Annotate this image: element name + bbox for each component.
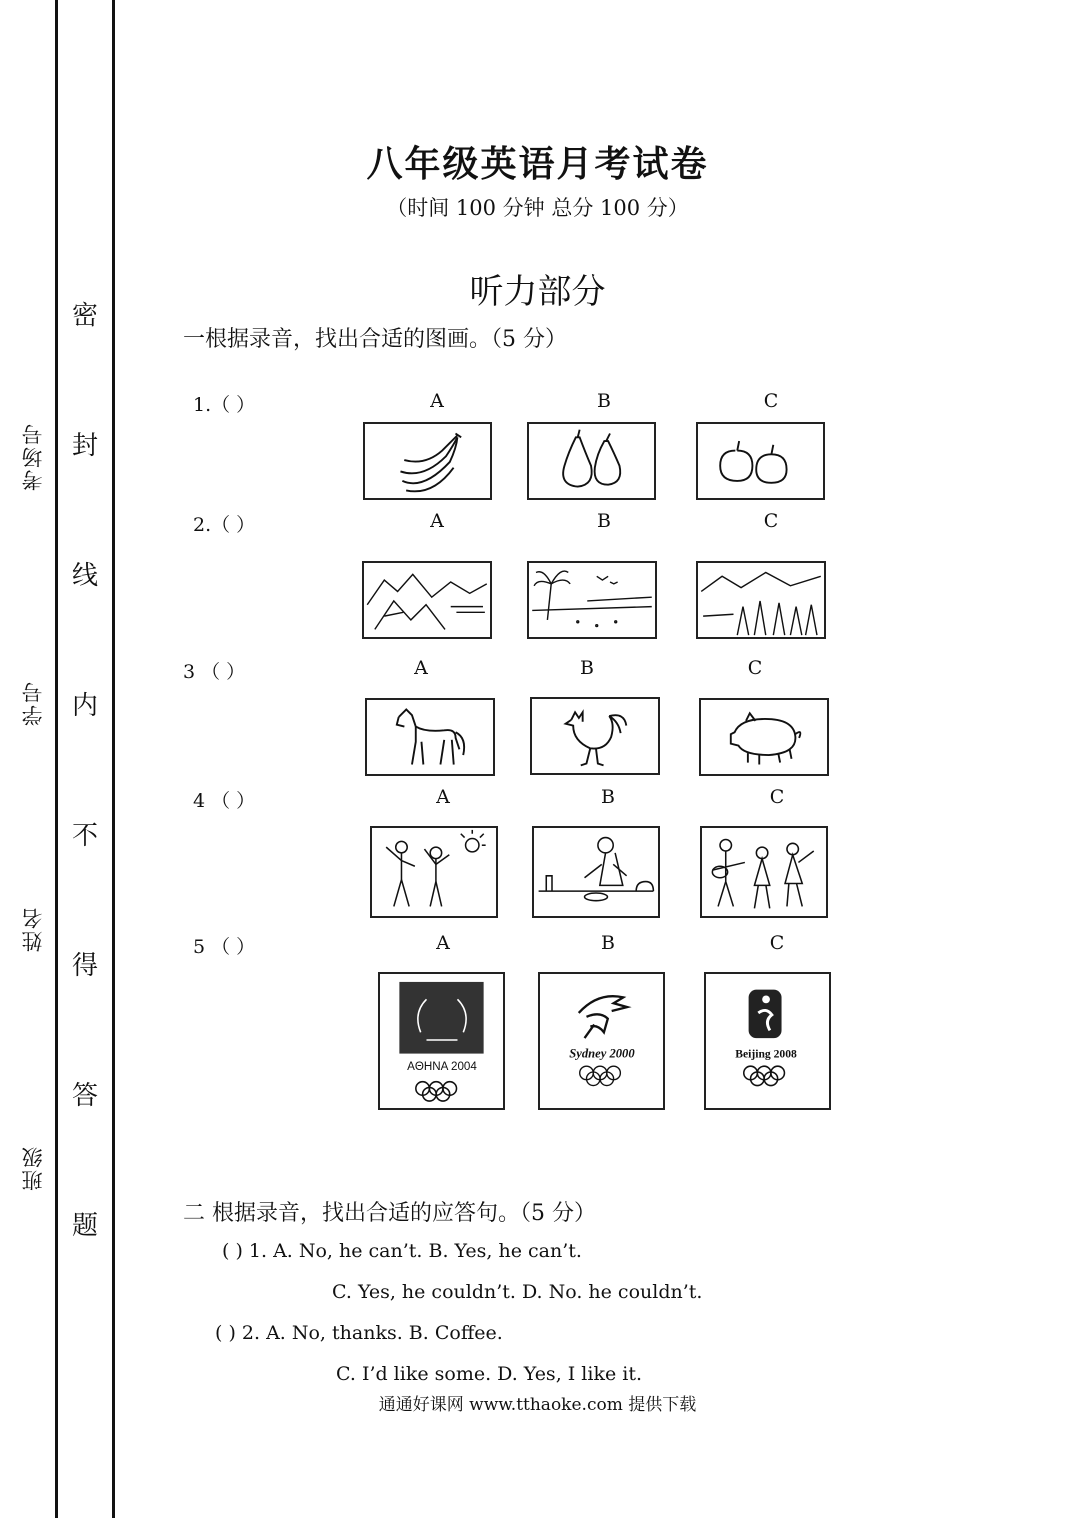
cooking-picture[interactable] <box>532 826 660 918</box>
seal-char: 内 <box>72 691 99 721</box>
student-id-label: 学号 <box>21 680 45 726</box>
bananas-picture[interactable] <box>363 422 492 500</box>
part1-heading: 一根据录音，找出合适的图画。（5 分） <box>183 327 567 352</box>
exam-room-label: 考场号 <box>21 422 45 491</box>
rooster-picture[interactable] <box>530 697 660 775</box>
seal-char: 得 <box>72 951 99 981</box>
name-label: 姓名 <box>21 906 45 952</box>
choice-label-c: C <box>763 510 779 532</box>
choice-label-b: B <box>597 510 611 532</box>
athens-logo-text: AΘHNA 2004 <box>407 1060 477 1074</box>
choice-label-b: B <box>597 390 611 412</box>
answer-line: ( ) 2. A. No, thanks. B. Coffee. <box>215 1322 503 1344</box>
choice-label-b: B <box>601 932 615 954</box>
seal-char: 线 <box>72 561 99 591</box>
question-number: 4 （ ） <box>193 790 256 812</box>
dancing-picture[interactable] <box>700 826 828 918</box>
exercising-picture[interactable] <box>370 826 498 918</box>
mountains-picture[interactable] <box>362 561 492 639</box>
question-number: 5 （ ） <box>193 936 256 958</box>
seal-char: 密 <box>72 301 99 331</box>
answer-line: C. Yes, he couldn’t. D. No. he couldn’t. <box>332 1281 703 1303</box>
athens-2004-logo[interactable] <box>378 972 505 1110</box>
choice-label-a: A <box>414 657 428 679</box>
sydney-2000-logo[interactable] <box>538 972 665 1110</box>
choice-label-b: B <box>601 786 615 808</box>
choice-label-c: C <box>769 932 785 954</box>
seal-char: 题 <box>72 1211 99 1241</box>
beach-picture[interactable] <box>527 561 657 639</box>
answer-line: ( ) 1. A. No, he can’t. B. Yes, he can’t. <box>222 1240 582 1262</box>
class-label: 班级 <box>21 1145 45 1191</box>
choice-label-a: A <box>436 786 450 808</box>
part2-heading: 二 根据录音，找出合适的应答句。（5 分） <box>183 1201 596 1226</box>
seal-char: 不 <box>72 821 99 851</box>
binding-line-left <box>55 0 58 1518</box>
sydney-logo-text: Sydney 2000 <box>569 1046 635 1061</box>
page-title: 八年级英语月考试卷 <box>366 143 709 185</box>
question-number: 3 （ ） <box>183 661 246 683</box>
choice-label-c: C <box>769 786 785 808</box>
pears-picture[interactable] <box>527 422 656 500</box>
choice-label-c: C <box>763 390 779 412</box>
choice-label-a: A <box>430 510 444 532</box>
forest-picture[interactable] <box>696 561 826 639</box>
binding-line-right <box>112 0 115 1518</box>
choice-label-a: A <box>430 390 444 412</box>
question-number: 2.（ ） <box>193 514 256 536</box>
answer-line: C. I’d like some. D. Yes, I like it. <box>336 1363 643 1385</box>
beijing-2008-logo[interactable] <box>704 972 831 1110</box>
question-number: 1.（ ） <box>193 394 256 416</box>
seal-char: 答 <box>72 1081 99 1111</box>
choice-label-b: B <box>580 657 594 679</box>
choice-label-c: C <box>747 657 763 679</box>
section-title: 听力部分 <box>469 272 606 312</box>
seal-char: 封 <box>72 431 99 461</box>
choice-label-a: A <box>436 932 450 954</box>
horse-picture[interactable] <box>365 698 495 776</box>
footer-source: 通通好课网 www.tthaoke.com 提供下载 <box>378 1395 697 1415</box>
pig-picture[interactable] <box>699 698 829 776</box>
apples-picture[interactable] <box>696 422 825 500</box>
beijing-logo-text: Beijing 2008 <box>735 1047 797 1061</box>
exam-info: （时间 100 分钟 总分 100 分） <box>386 196 689 220</box>
